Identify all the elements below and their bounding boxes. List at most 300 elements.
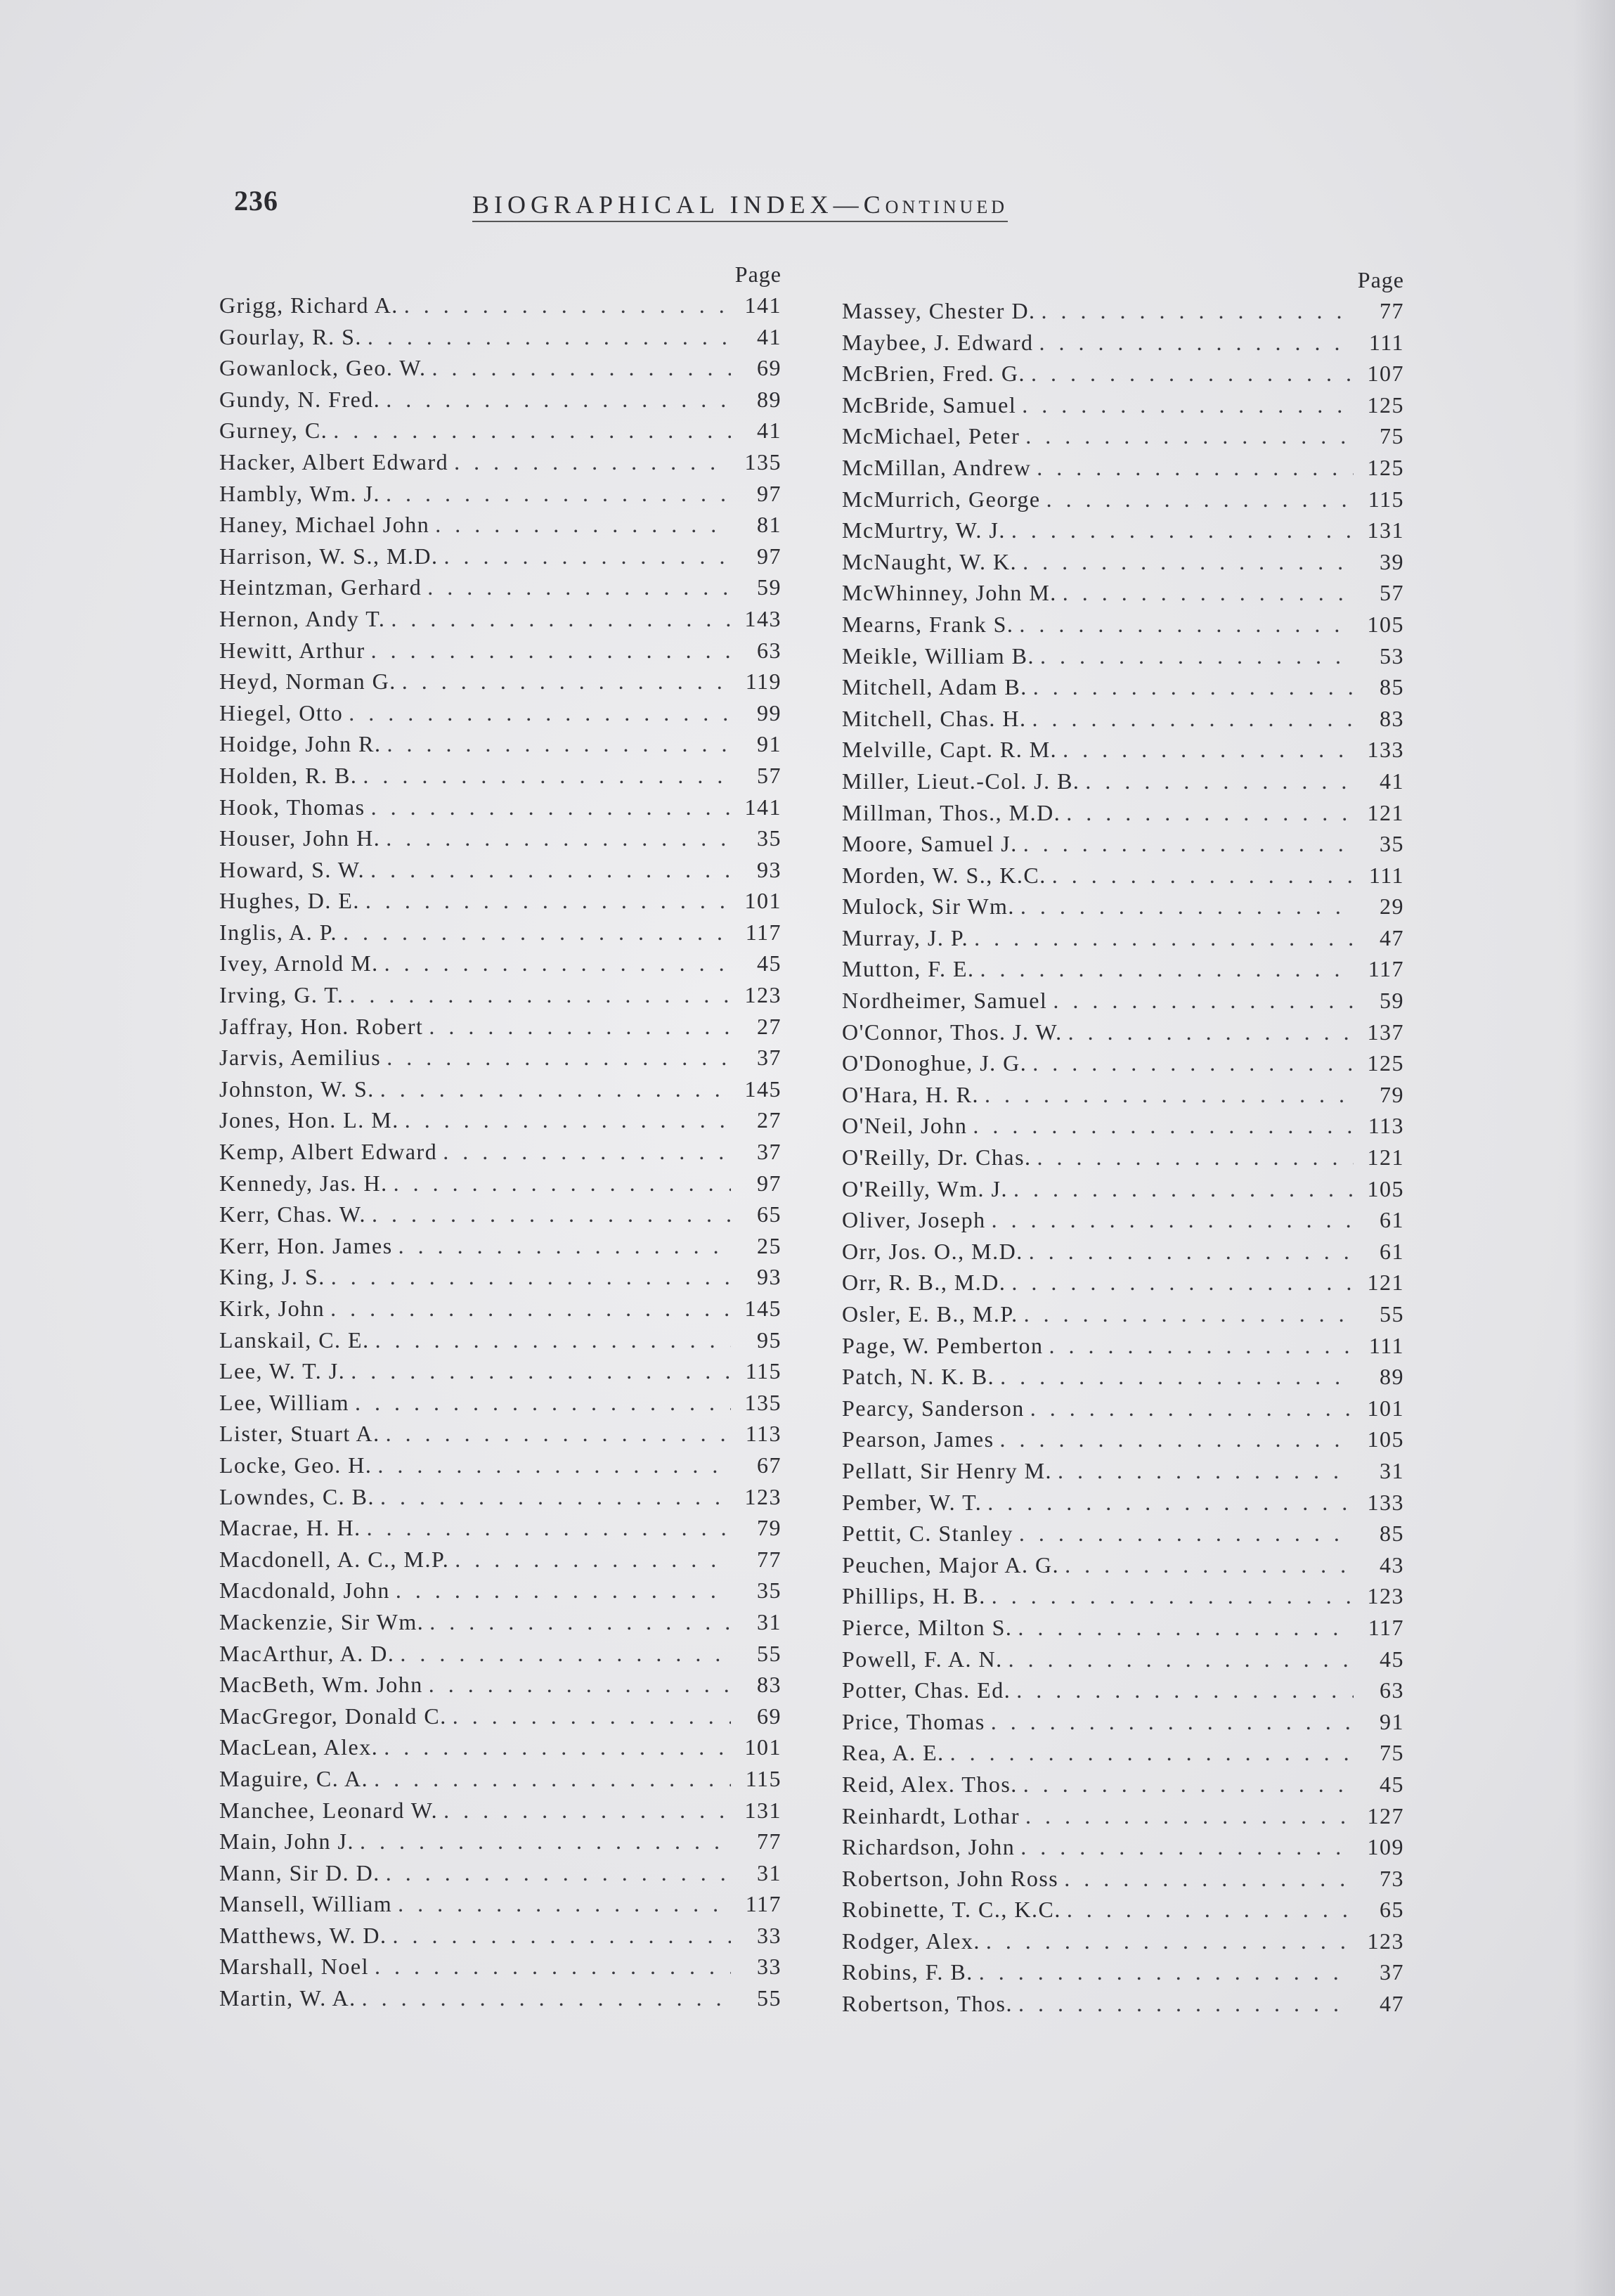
dot-leader xyxy=(391,603,731,635)
index-entry xyxy=(219,1763,781,1795)
dot-leader xyxy=(371,792,731,823)
index-entry xyxy=(219,478,781,510)
entry-name: Haney, Michael John xyxy=(219,512,430,538)
entry-name: Macrae, H. H. xyxy=(219,1515,361,1541)
entry-name: Rea, A. E. xyxy=(842,1740,945,1766)
entry-name: Gurney, C. xyxy=(219,418,328,444)
entry-name: Harrison, W. S., M.D. xyxy=(219,543,439,569)
dot-leader xyxy=(368,321,731,353)
entry-page-number: 63 xyxy=(757,637,781,663)
index-entry xyxy=(219,1951,781,1982)
entry-page-number: 45 xyxy=(1380,1771,1404,1797)
dot-leader xyxy=(1023,546,1354,578)
entry-name: Jarvis, Aemilius xyxy=(219,1045,382,1071)
index-entry xyxy=(219,823,781,854)
dot-leader xyxy=(360,1826,731,1857)
entry-name: Peuchen, Major A. G. xyxy=(842,1552,1060,1578)
index-entry xyxy=(842,1988,1404,2020)
entry-name: Powell, F. A. N. xyxy=(842,1646,1003,1672)
entry-name: Price, Thomas xyxy=(842,1708,985,1734)
entry-page-number: 111 xyxy=(1368,862,1404,888)
entry-name: Gourlay, R. S. xyxy=(219,323,362,349)
dot-leader xyxy=(349,697,731,729)
index-entry xyxy=(842,1017,1404,1048)
entry-page-number: 75 xyxy=(1380,423,1404,449)
dot-leader xyxy=(1032,1047,1354,1079)
entry-name: O'Reilly, Dr. Chas. xyxy=(842,1144,1032,1170)
dot-leader xyxy=(427,572,731,603)
index-entry xyxy=(842,1142,1404,1173)
entry-name: Pierce, Milton S. xyxy=(842,1614,1013,1640)
dot-leader xyxy=(351,1355,731,1387)
entry-page-number: 27 xyxy=(757,1107,781,1133)
index-entry xyxy=(219,1230,781,1262)
entry-name: Reinhardt, Lothar xyxy=(842,1802,1020,1829)
index-entry xyxy=(219,1293,781,1324)
dot-leader xyxy=(398,1888,731,1920)
entry-name: Lowndes, C. B. xyxy=(219,1483,375,1509)
entry-page-number: 113 xyxy=(745,1421,781,1447)
index-entry xyxy=(842,891,1404,922)
index-entry xyxy=(219,415,781,446)
entry-page-number: 121 xyxy=(1367,1270,1404,1296)
entry-page-number: 53 xyxy=(1380,643,1404,669)
index-entry xyxy=(842,484,1404,515)
entry-name: Murray, J. P. xyxy=(842,924,969,950)
entry-name: Inglis, A. P. xyxy=(219,919,337,945)
dot-leader xyxy=(1037,452,1354,484)
index-entry xyxy=(842,1800,1404,1832)
entry-name: Orr, Jos. O., M.D. xyxy=(842,1238,1023,1264)
entry-page-number: 69 xyxy=(757,355,781,381)
dot-leader xyxy=(405,1104,731,1136)
index-entry xyxy=(842,327,1404,359)
entry-name: McMurrich, George xyxy=(842,486,1041,512)
entry-page-number: 29 xyxy=(1380,894,1404,920)
dot-leader xyxy=(393,1920,732,1952)
entry-page-number: 57 xyxy=(1380,580,1404,606)
index-entry xyxy=(842,860,1404,891)
entry-name: Reid, Alex. Thos. xyxy=(842,1771,1018,1797)
index-entry xyxy=(219,1669,781,1701)
entry-page-number: 119 xyxy=(745,669,781,695)
entry-page-number: 65 xyxy=(1380,1897,1404,1923)
dot-leader xyxy=(333,415,731,446)
entry-page-number: 61 xyxy=(1380,1238,1404,1264)
dot-leader xyxy=(1037,1142,1354,1173)
index-entry xyxy=(842,922,1404,954)
entry-name: Lee, William xyxy=(219,1389,349,1415)
entry-name: Moore, Samuel J. xyxy=(842,831,1018,857)
entry-page-number: 115 xyxy=(745,1358,781,1384)
index-entry xyxy=(219,1606,781,1638)
index-entry xyxy=(842,1330,1404,1362)
entry-name: Osler, E. B., M.P. xyxy=(842,1301,1018,1327)
index-entry xyxy=(219,1104,781,1136)
entry-name: McMichael, Peter xyxy=(842,423,1020,449)
index-entry xyxy=(842,1675,1404,1706)
dot-leader xyxy=(1033,671,1354,703)
entry-name: O'Donoghue, J. G. xyxy=(842,1050,1027,1076)
entry-name: Mulock, Sir Wm. xyxy=(842,894,1015,920)
dot-leader xyxy=(987,1487,1354,1518)
entry-name: MacLean, Alex. xyxy=(219,1734,379,1760)
entry-name: Maguire, C. A. xyxy=(219,1765,369,1791)
page-edge-shadow xyxy=(1573,0,1615,2296)
entry-name: O'Hara, H. R. xyxy=(842,1081,979,1107)
dot-leader xyxy=(386,1857,731,1889)
entry-name: Mackenzie, Sir Wm. xyxy=(219,1608,424,1634)
entry-name: Patch, N. K. B. xyxy=(842,1364,995,1390)
dot-leader xyxy=(386,1418,731,1450)
dot-leader xyxy=(400,1638,731,1670)
entry-page-number: 59 xyxy=(757,574,781,600)
index-entry xyxy=(219,948,781,979)
entry-page-number: 65 xyxy=(757,1201,781,1227)
index-entry xyxy=(219,1701,781,1732)
entry-page-number: 105 xyxy=(1367,1175,1404,1201)
dot-leader xyxy=(402,666,731,697)
index-entry xyxy=(842,295,1404,327)
running-head-title: BIOGRAPHICAL INDEX—C xyxy=(472,191,886,219)
entry-page-number: 111 xyxy=(1368,1332,1404,1358)
dot-leader xyxy=(455,1544,731,1575)
index-entry xyxy=(219,1888,781,1920)
entry-page-number: 111 xyxy=(1368,329,1404,355)
dot-leader xyxy=(1066,797,1354,829)
entry-name: Massey, Chester D. xyxy=(842,298,1036,323)
entry-name: Mansell, William xyxy=(219,1891,393,1917)
entry-page-number: 69 xyxy=(757,1703,781,1729)
dot-leader xyxy=(355,1387,731,1419)
index-entry xyxy=(842,515,1404,546)
index-column-right xyxy=(842,264,1404,2020)
index-entry xyxy=(842,671,1404,703)
entry-name: McMillan, Andrew xyxy=(842,454,1032,480)
dot-leader xyxy=(1068,1017,1354,1048)
entry-name: McNaught, W. K. xyxy=(842,548,1018,574)
index-entry xyxy=(842,1204,1404,1236)
entry-page-number: 39 xyxy=(1380,548,1404,574)
index-entry xyxy=(219,792,781,823)
entry-name: Miller, Lieut.-Col. J. B. xyxy=(842,768,1080,794)
dot-leader xyxy=(331,1261,731,1293)
entry-page-number: 59 xyxy=(1380,988,1404,1014)
dot-leader xyxy=(444,541,731,572)
dot-leader xyxy=(986,1926,1354,1957)
entry-page-number: 91 xyxy=(1380,1708,1404,1734)
entry-name: Hambly, Wm. J. xyxy=(219,480,380,506)
entry-name: Heyd, Norman G. xyxy=(219,669,396,695)
entry-page-number: 77 xyxy=(757,1829,781,1855)
index-entry xyxy=(842,985,1404,1017)
entry-name: Locke, Geo. H. xyxy=(219,1452,372,1478)
dot-leader xyxy=(980,953,1354,985)
entry-page-number: 25 xyxy=(757,1232,781,1258)
index-entry xyxy=(219,1920,781,1952)
index-entry xyxy=(842,1612,1404,1644)
entry-page-number: 133 xyxy=(1367,1489,1404,1515)
entry-name: Hewitt, Arthur xyxy=(219,637,365,663)
index-column-left xyxy=(219,259,781,2014)
entry-page-number: 89 xyxy=(757,386,781,412)
entry-page-number: 105 xyxy=(1367,611,1404,637)
dot-leader xyxy=(992,1204,1354,1236)
entry-name: McBrien, Fred. G. xyxy=(842,361,1026,387)
entry-name: Heintzman, Gerhard xyxy=(219,574,422,600)
entry-page-number: 95 xyxy=(757,1327,781,1353)
entry-page-number: 27 xyxy=(757,1013,781,1039)
index-entry xyxy=(842,1831,1404,1863)
entry-page-number: 67 xyxy=(757,1452,781,1478)
dot-leader xyxy=(1023,828,1354,860)
dot-leader xyxy=(1029,1236,1354,1268)
index-entry xyxy=(842,577,1404,609)
index-entry xyxy=(842,1393,1404,1424)
dot-leader xyxy=(1008,1644,1354,1675)
running-head-smallcaps: ONTINUED xyxy=(885,197,1008,217)
index-entry xyxy=(219,509,781,541)
index-entry xyxy=(842,609,1404,640)
entry-page-number: 85 xyxy=(1380,1521,1404,1547)
index-entry xyxy=(219,384,781,415)
index-entry xyxy=(219,979,781,1011)
entry-name: Hughes, D. E. xyxy=(219,888,360,914)
dot-leader xyxy=(435,509,731,541)
entry-name: MacArthur, A. D. xyxy=(219,1640,395,1666)
index-entry xyxy=(842,1863,1404,1895)
entry-name: Kerr, Hon. James xyxy=(219,1232,393,1258)
entry-name: Lanskail, C. E. xyxy=(219,1327,370,1353)
entry-name: Orr, R. B., M.D. xyxy=(842,1270,1006,1296)
dot-leader xyxy=(979,1956,1354,1988)
entry-page-number: 37 xyxy=(1380,1959,1404,1985)
index-entry xyxy=(219,666,781,697)
entry-page-number: 57 xyxy=(757,762,781,788)
index-entry xyxy=(842,1956,1404,1988)
entry-page-number: 85 xyxy=(1380,674,1404,700)
index-entry xyxy=(842,1110,1404,1142)
entry-page-number: 115 xyxy=(1368,486,1404,512)
entry-name: McBride, Samuel xyxy=(842,392,1017,418)
dot-leader xyxy=(1046,484,1354,515)
dot-leader xyxy=(973,1110,1354,1142)
index-entry xyxy=(842,1487,1404,1518)
entry-page-number: 135 xyxy=(744,449,781,475)
dot-leader xyxy=(371,635,731,666)
index-entry xyxy=(842,1644,1404,1675)
entry-name: Jones, Hon. L. M. xyxy=(219,1107,399,1133)
dot-leader xyxy=(387,1042,731,1073)
entry-name: Ivey, Arnold M. xyxy=(219,950,379,976)
entry-page-number: 137 xyxy=(1367,1019,1404,1045)
index-entry xyxy=(842,1769,1404,1800)
dot-leader xyxy=(443,1795,731,1826)
entry-name: McMurtry, W. J. xyxy=(842,517,1006,543)
index-entry xyxy=(219,1355,781,1387)
entry-name: Richardson, John xyxy=(842,1834,1016,1860)
dot-leader xyxy=(1042,295,1354,327)
entry-name: Kirk, John xyxy=(219,1296,325,1321)
entry-name: Hook, Thomas xyxy=(219,794,365,820)
entry-page-number: 77 xyxy=(1380,298,1404,323)
entry-page-number: 123 xyxy=(744,982,781,1008)
entry-page-number: 47 xyxy=(1380,1991,1404,2017)
entry-page-number: 123 xyxy=(1367,1583,1404,1609)
entry-name: Pearcy, Sanderson xyxy=(842,1395,1025,1421)
index-entry xyxy=(842,953,1404,985)
entry-name: Millman, Thos., M.D. xyxy=(842,799,1061,825)
entry-page-number: 117 xyxy=(745,1891,781,1917)
entry-page-number: 127 xyxy=(1367,1802,1404,1829)
dot-leader xyxy=(992,1580,1354,1612)
entry-name: Holden, R. B. xyxy=(219,762,358,788)
entry-page-number: 79 xyxy=(1380,1081,1404,1107)
entry-name: O'Reilly, Wm. J. xyxy=(842,1175,1008,1201)
index-entry xyxy=(219,1481,781,1513)
dot-leader xyxy=(1052,860,1354,891)
entry-page-number: 83 xyxy=(1380,705,1404,731)
entry-page-number: 117 xyxy=(745,919,781,945)
dot-leader xyxy=(375,1951,731,1982)
entry-name: Johnston, W. S. xyxy=(219,1076,375,1102)
entry-name: Grigg, Richard A. xyxy=(219,292,398,318)
dot-leader xyxy=(398,1230,731,1262)
dot-leader xyxy=(367,1512,731,1544)
dot-leader xyxy=(1018,1988,1354,2020)
dot-leader xyxy=(453,1701,731,1732)
index-entry xyxy=(219,1011,781,1043)
index-entry xyxy=(219,1731,781,1763)
entry-name: Robinette, T. C., K.C. xyxy=(842,1897,1061,1923)
entry-name: Matthews, W. D. xyxy=(219,1922,387,1948)
entry-page-number: 83 xyxy=(757,1672,781,1698)
index-entry xyxy=(219,446,781,478)
index-entry xyxy=(219,1544,781,1575)
entry-name: Hacker, Albert Edward xyxy=(219,449,449,475)
dot-leader xyxy=(363,760,731,792)
index-entry xyxy=(842,1173,1404,1205)
entry-name: Houser, John H. xyxy=(219,825,381,851)
dot-leader xyxy=(1049,1330,1354,1362)
dot-leader xyxy=(991,1706,1354,1738)
entry-page-number: 125 xyxy=(1367,1050,1404,1076)
dot-leader xyxy=(1019,609,1354,640)
entry-page-number: 73 xyxy=(1380,1865,1404,1891)
entry-name: Howard, S. W. xyxy=(219,856,365,882)
index-entry xyxy=(842,1424,1404,1455)
entry-name: Robins, F. B. xyxy=(842,1959,973,1985)
index-entry xyxy=(219,1512,781,1544)
dot-leader xyxy=(1011,1267,1354,1298)
entry-page-number: 133 xyxy=(1367,737,1404,763)
entry-page-number: 41 xyxy=(757,418,781,444)
entry-page-number: 93 xyxy=(757,856,781,882)
dot-leader xyxy=(384,1731,731,1763)
dot-leader xyxy=(1025,1800,1354,1832)
index-entry xyxy=(842,1518,1404,1549)
entry-page-number: 143 xyxy=(744,605,781,631)
page-column-label: Page xyxy=(1357,267,1404,292)
entry-page-number: 107 xyxy=(1367,361,1404,387)
index-entry xyxy=(219,290,781,321)
dot-leader xyxy=(1032,703,1354,735)
dot-leader xyxy=(443,1136,731,1168)
index-entry xyxy=(219,1638,781,1670)
index-entry xyxy=(842,452,1404,484)
index-entry xyxy=(842,389,1404,421)
entry-name: Gowanlock, Geo. W. xyxy=(219,355,427,381)
index-entry xyxy=(219,917,781,948)
entry-page-number: 37 xyxy=(757,1139,781,1165)
index-entry xyxy=(219,697,781,729)
dot-leader xyxy=(404,290,731,321)
entry-page-number: 123 xyxy=(1367,1928,1404,1954)
entry-name: Page, W. Pemberton xyxy=(842,1332,1044,1358)
dot-leader xyxy=(1019,1518,1354,1549)
dot-leader xyxy=(384,948,731,979)
entry-name: Mearns, Frank S. xyxy=(842,611,1014,637)
entry-name: Manchee, Leonard W. xyxy=(219,1797,439,1823)
dot-leader xyxy=(377,1450,731,1481)
entry-name: Pettit, C. Stanley xyxy=(842,1521,1013,1547)
entry-page-number: 131 xyxy=(744,1797,781,1823)
index-entry xyxy=(219,1073,781,1105)
dot-leader xyxy=(454,446,731,478)
index-entry xyxy=(219,1199,781,1230)
dot-leader xyxy=(974,922,1354,954)
dot-leader xyxy=(1053,985,1354,1017)
entry-name: Marshall, Noel xyxy=(219,1954,369,1980)
dot-leader xyxy=(429,1669,731,1701)
dot-leader xyxy=(372,1199,731,1230)
index-entry xyxy=(219,541,781,572)
dot-leader xyxy=(1064,1863,1354,1895)
entry-page-number: 97 xyxy=(757,1170,781,1196)
dot-leader xyxy=(1031,358,1354,389)
index-entry xyxy=(842,1298,1404,1330)
entry-page-number: 75 xyxy=(1380,1740,1404,1766)
dot-leader xyxy=(1022,389,1354,421)
entry-page-number: 117 xyxy=(1368,956,1404,982)
entry-page-number: 117 xyxy=(1368,1614,1404,1640)
entry-page-number: 125 xyxy=(1367,392,1404,418)
index-entry xyxy=(842,1047,1404,1079)
entry-page-number: 101 xyxy=(744,888,781,914)
index-entry xyxy=(842,1894,1404,1926)
entry-page-number: 31 xyxy=(757,1608,781,1634)
entry-list-left xyxy=(219,290,781,2014)
entry-page-number: 135 xyxy=(744,1389,781,1415)
entry-page-number: 33 xyxy=(757,1954,781,1980)
entry-name: Pearson, James xyxy=(842,1426,994,1452)
entry-page-number: 131 xyxy=(1367,517,1404,543)
index-entry xyxy=(842,766,1404,797)
entry-page-number: 145 xyxy=(744,1296,781,1321)
index-entry xyxy=(842,734,1404,766)
dot-leader xyxy=(429,1011,731,1043)
index-entry xyxy=(842,1706,1404,1738)
index-entry xyxy=(842,1079,1404,1111)
entry-page-number: 89 xyxy=(1380,1364,1404,1390)
dot-leader xyxy=(386,478,731,510)
index-entry xyxy=(219,1982,781,2014)
dot-leader xyxy=(362,1982,731,2014)
entry-page-number: 97 xyxy=(757,543,781,569)
dot-leader xyxy=(1020,891,1354,922)
entry-page-number: 141 xyxy=(744,794,781,820)
index-entry xyxy=(219,1450,781,1481)
